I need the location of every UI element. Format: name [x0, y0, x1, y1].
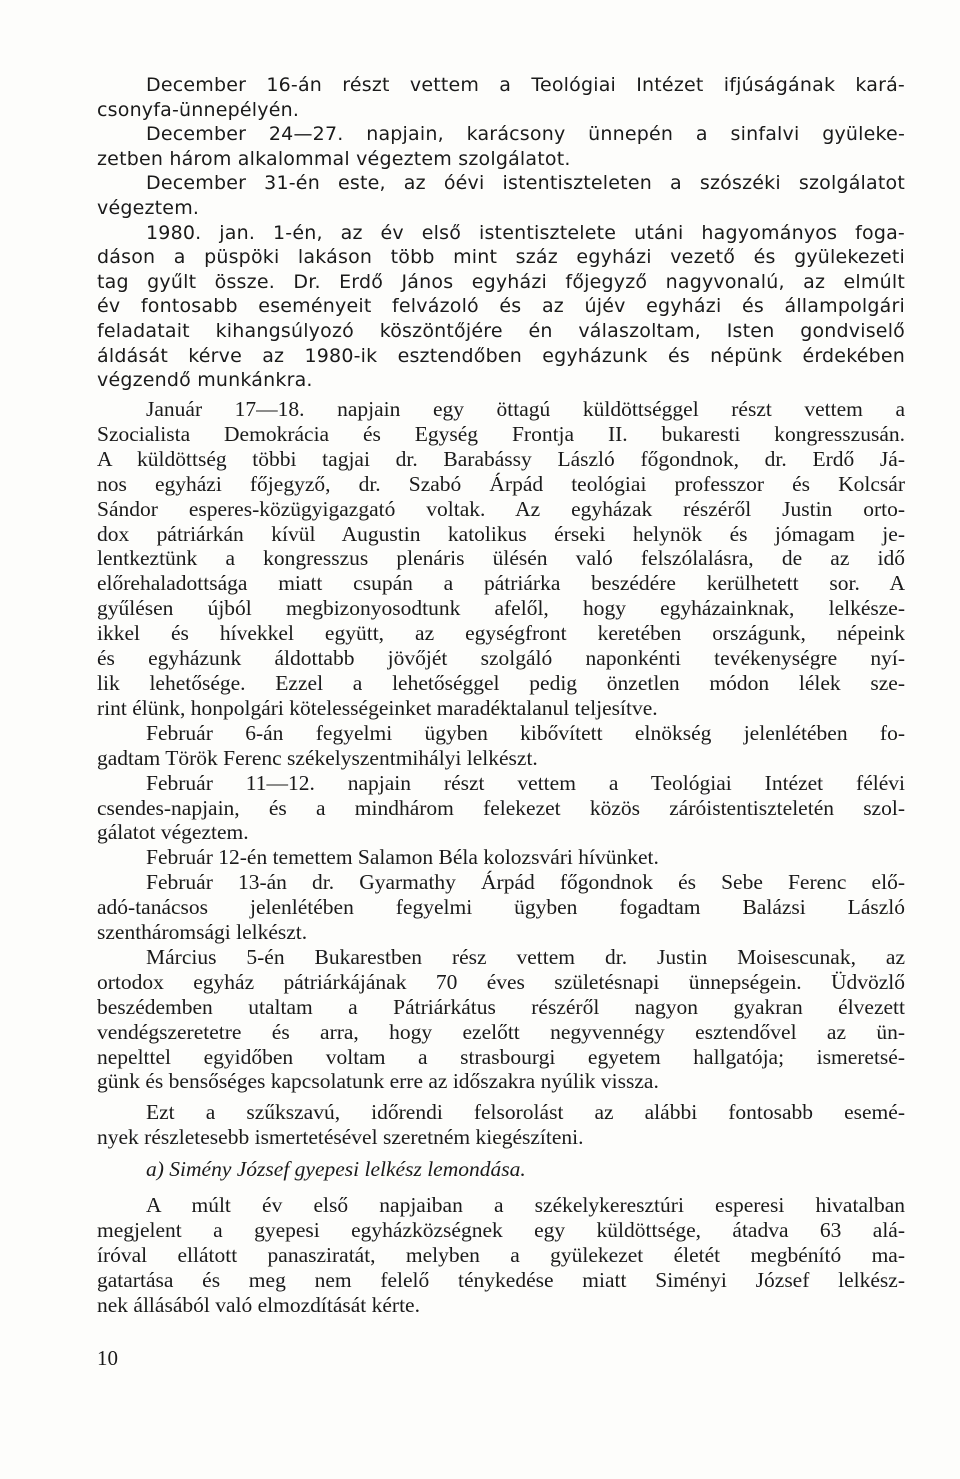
text-line: gyűlésen újból megbizonyosodtunk afelől, hogy egyházainknak, lelkésze- [97, 596, 905, 621]
text-line: csendes-napjain, és a mindhárom felekezet közös záróistentiszteletén szol- [97, 795, 905, 820]
text-line: tag gyűlt össze. Dr. Erdő János egyházi főjegyző nagyvonalú, az elmúlt [97, 270, 905, 293]
text-line: zetben három alkalommal végeztem szolgálatot. [97, 147, 571, 170]
text-line: nos egyházi főjegyző, dr. Szabó Árpád teológiai professzor és Kolcsár [97, 471, 905, 496]
text-line: előrehaladottsága miatt csupán a pátriárka beszédére kerülhetett sor. A [97, 571, 905, 596]
text-line: lik lehetősége. Ezzel a lehetőséggel pedig önzetlen módon lélek sze- [97, 670, 905, 695]
text-line: Február 11—12. napjain részt vettem a Teológiai Intézet félévi [146, 770, 905, 795]
text-line: íróval ellátott panasziratát, melyben a gyülekezet életét megbénító ma- [97, 1242, 905, 1267]
text-line: gálatot végeztem. [97, 820, 249, 845]
text-line: Sándor esperes-közügyigazgató voltak. Az egyházak részéről Justin orto- [97, 496, 905, 521]
text-line: nepelttel egyidőben voltam a strasbourgi egyetem hallgatója; ismeretsé- [97, 1044, 905, 1069]
text-line: feladatait kihangsúlyozó köszöntőjére én válaszoltam, Isten gondviselő [97, 319, 905, 342]
text-line: év fontosabb eseményeit felvázoló és az újév egyházi és állampolgári [97, 295, 905, 318]
text-line: dáson a püspöki lakáson több mint száz egyházi vezető és gyülekezeti [97, 246, 905, 269]
text-line: A küldöttség többi tagjai dr. Barabássy László főgondnok, dr. Erdő Já- [97, 446, 905, 471]
text-line: és egyházunk áldottabb jövőjét szolgáló naponkénti tevékenységre nyí- [97, 646, 905, 671]
text-line: lentkeztünk a kongresszus plenáris ülésén való felszólalásra, de az idő [97, 546, 905, 571]
text-line: günk és bensőséges kapcsolatunk erre az időszakra nyúlik vissza. [97, 1069, 659, 1094]
text-line: nek állásából való elmozdítását kérte. [97, 1292, 420, 1317]
section-heading: a) Simény József gyepesi lelkész lemondása. [146, 1157, 526, 1181]
text-line: csonyfa-ünnepélyén. [97, 98, 300, 121]
text-line: megjelent a gyepesi egyházközségnek egy küldöttsége, átadva 63 alá- [97, 1217, 905, 1242]
text-line: adó-tanácsos jelenlétében fegyelmi ügyben fogadtam Balázsi László [97, 895, 905, 920]
text-line: dox pátriárkán kívül Augustin katolikus érseki helynök és jómagam je- [97, 521, 905, 546]
text-line: vendégszeretetre és arra, hogy ezelőtt negyvennégy esztendővel az ün- [97, 1019, 905, 1044]
text-line: Február 6-án fegyelmi ügyben kibővített elnökség jelenlétében fo- [146, 720, 905, 745]
text-line: Ezt a szűkszavú, időrendi felsorolást az alábbi fontosabb esemé- [146, 1100, 905, 1125]
text-line: December 24—27. napjain, karácsony ünnepén a sinfalvi gyüleke- [146, 123, 905, 146]
text-line: áldását kérve az 1980-ik esztendőben egyházunk és népünk érdekében [97, 344, 905, 367]
text-line: Február 12-én temettem Salamon Béla kolozsvári hívünket. [146, 845, 659, 870]
text-line: gadtam Török Ferenc székelyszentmihályi lelkészt. [97, 745, 538, 770]
text-block-bottom [97, 1193, 905, 1318]
text-line: nyek részletesebb ismertetésével szeretném kiegészíteni. [97, 1125, 584, 1150]
text-line: gatartása és meg nem felelő ténykedése miatt Siményi József lelkész- [97, 1267, 905, 1292]
page-number: 10 [97, 1346, 118, 1370]
text-line: Február 13-án dr. Gyarmathy Árpád főgondnok és Sebe Ferenc elő- [146, 870, 905, 895]
text-line: A múlt év első napjaiban a székelykeresztúri esperesi hivatalban [146, 1193, 905, 1217]
text-line: ikkel és hívekkel együtt, az egységfront keretében országunk, népeink [97, 621, 905, 646]
text-line: szentháromsági lelkészt. [97, 920, 308, 945]
text-line: 1980. jan. 1-én, az év első istentisztelete utáni hagyományos foga- [146, 221, 905, 244]
text-line: Január 17—18. napjain egy öttagú küldöttséggel részt vettem a [146, 397, 905, 421]
text-line: December 31-én este, az óévi istentiszteleten a szószéki szolgálatot [146, 172, 905, 195]
text-line: végzendő munkánkra. [97, 369, 313, 392]
text-line: végeztem. [97, 196, 200, 219]
text-line: ortodox egyház pátriárkájának 70 éves születésnapi ünnepségein. Üdvözlő [97, 969, 905, 994]
text-block-main [97, 397, 905, 1150]
text-line: Szocialista Demokrácia és Egység Frontja II. bukaresti kongresszusán. [97, 421, 905, 446]
text-line: beszédemben utaltam a Pátriárkátus részéről nagyon gyakran élvezett [97, 994, 905, 1019]
text-line: December 16-án részt vettem a Teológiai Intézet ifjúságának kará- [146, 74, 905, 96]
text-block-top [97, 73, 905, 393]
text-line: Március 5-én Bukarestben rész vettem dr. Justin Moisescunak, az [146, 944, 905, 969]
text-line: rint élünk, honpolgári kötelességeinket maradéktalanul teljesítve. [97, 695, 658, 720]
